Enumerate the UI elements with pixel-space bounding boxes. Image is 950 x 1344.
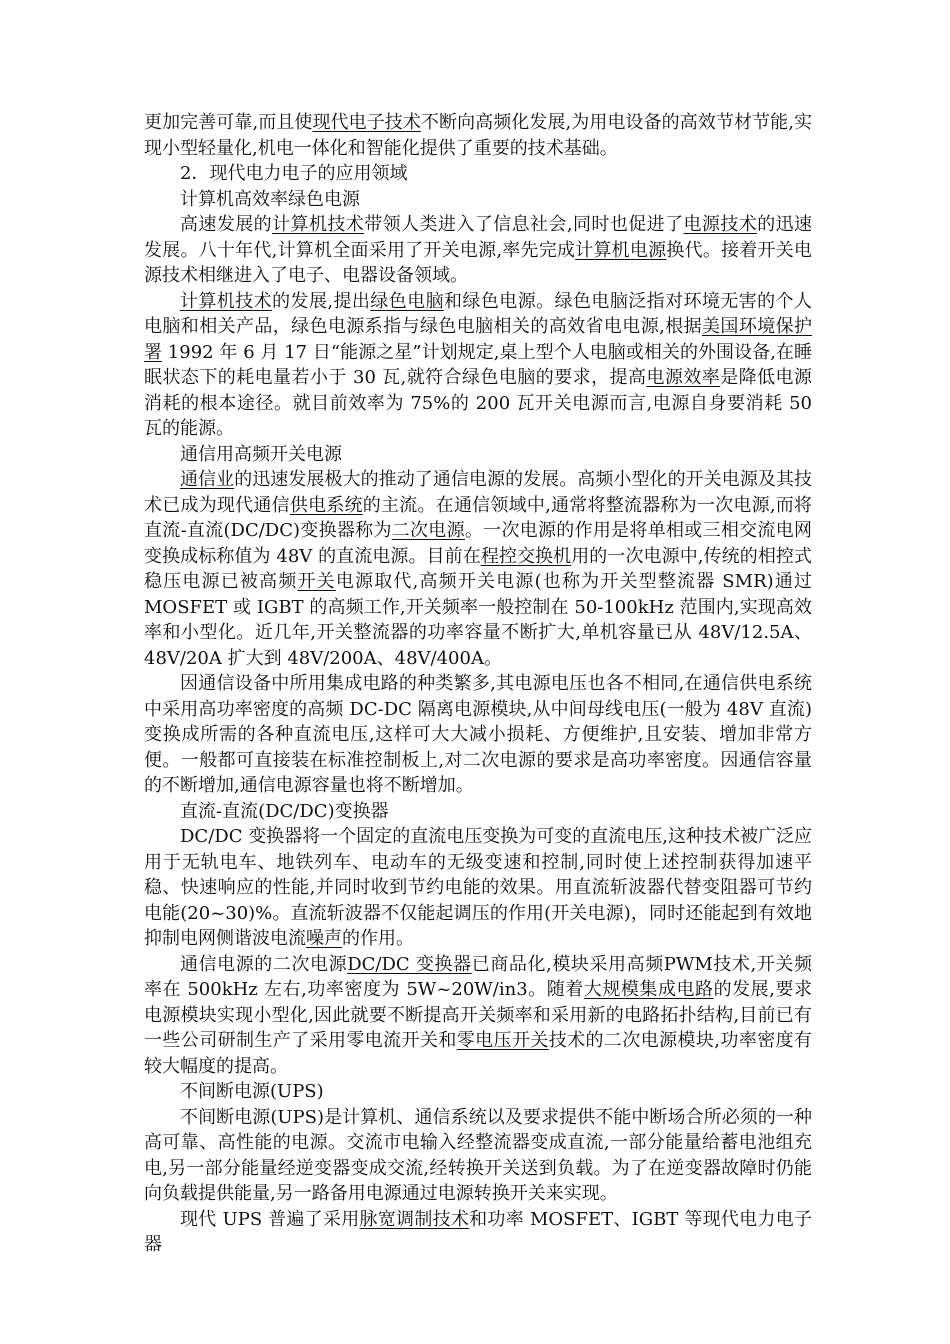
link-green-computer[interactable]: 绿色电脑 [370,290,445,312]
text: 带领人类进入了信息社会,同时也促进了 [364,214,684,235]
text: 高速发展的 [180,214,273,235]
paragraph-ups: 不间断电源(UPS)是计算机、通信系统以及要求提供不能中断场合所必须的一种高可靠、高性能的电源。交流市电输入经整流器变成直流,一部分能量给蓄电池组充电,另一部分能量经逆变器变成交流,经转换开关送到负载。为了在逆变器故障时仍能向负载提供能量,另一路备用电源通过电源转换开关来实现。 [144,1106,812,1204]
text: 。一次电源的作用是将单相或三相交流电网变换成标称值为 48V 的直流电源。目前在 [144,520,812,567]
link-dcdc-converter[interactable]: DC/DC 变换器 [347,953,472,975]
link-pwm[interactable]: 脉宽调制技术 [359,1208,470,1230]
text: 的主流。在通信领域中,通常将整流器称为一次电源,而将直流-直流(DC/DC)变换器称为 [144,494,813,541]
link-power-technology[interactable]: 电源技术 [683,214,758,235]
document-body [144,110,812,1258]
text: 的迅速发展。八十年代,计算机全面采用了开关电源,率先完成 [144,214,813,261]
link-secondary-power[interactable]: 二次电源 [391,520,465,541]
link-computer-technology-2[interactable]: 计算机技术 [180,290,273,312]
link-noise[interactable]: 噪声 [306,928,342,949]
link-lsi[interactable]: 大规模集成电路 [583,979,714,1000]
paragraph-secondary-power [144,952,812,1080]
text: 的作用。 [342,928,414,949]
link-computer-power[interactable]: 计算机电源 [575,239,667,261]
link-switch[interactable]: 开关 [297,571,336,592]
text: 的发展,要求电源模块实现小型化,因此就要不断提高开关频率和采用新的电路拓扑结构,目前已有一些公司研制生产了采用零电流开关和 [144,979,812,1051]
text: 用的一次电源中,传统的相控式稳压电源已被高频 [144,545,812,592]
paragraph-dcdc [144,824,812,952]
text: DC/DC 变换器将一个固定的直流电压变换为可变的直流电压,这种技术被广泛应用于无轨电车、地铁列车、电动车的无级变速和控制,同时使上述控制获得加速平稳、快速响应的性能,并同时收到节约电能的效果。用直流斩波器代替变阻器可节约电能(20~30)%。直流斩波器不仅能起调压的作用(开关电源)，同时还能起到有效地抑制电网侧谐波电流 [144,826,812,949]
text: 电源取代,高频开关电源(也称为开关型整流器 SMR)通过 MOSFET 或 IGBT 的高频工作,开关频率一般控制在 50-100kHz 范围内,实现高效率和小型化。近几年,开关整流器的功率容量不断扩大,单机容量已从 48V/12.5A、48V/20A 扩大到 48V/200A、48V/400A。 [144,571,813,669]
paragraph-intro [144,110,812,161]
text: 技术的二次电源模块,功率密度有较大幅度的提高。 [144,1030,813,1077]
paragraph-green-computer [144,289,812,442]
link-power-supply-system[interactable]: 供电系统 [289,494,363,516]
text: 1992 年 6 月 17 日“能源之星”计划规定,桌上型个人电脑或相关的外围设备,在睡眠状态下的耗电量若小于 30 瓦,就符合绿色电脑的要求，提高 [144,341,812,388]
subheading-ups: 不间断电源(UPS) [180,1081,324,1102]
text: 通信电源的二次电源 [180,953,348,975]
section-heading: 2．现代电力电子的应用领域 [180,163,408,184]
subheading-dcdc: 直流-直流(DC/DC)变换器 [180,800,389,822]
text: 更加完善可靠,而且使 [144,112,313,133]
link-computer-technology[interactable]: 计算机技术 [272,214,365,235]
text: 和绿色电源。绿色电脑泛指对环境无害的个人电脑和相关产品，绿色电源系指与绿色电脑相关的高效省电电源,根据 [144,290,813,337]
subheading-telecom-power: 通信用高频开关电源 [180,443,342,465]
text: 现代 UPS 普遍了采用 [180,1208,360,1230]
text: 已商品化,模块采用高频PWM技术,开关频率在 500kHz 左右,功率密度为 5W~20W/in3。随着 [144,953,813,1000]
link-program-switch[interactable]: 程控交换机 [480,545,572,567]
link-power-efficiency[interactable]: 电源效率 [646,367,721,388]
text: 和功率 MOSFET、IGBT 等现代电力电子器 [144,1208,813,1255]
paragraph-ic-power: 因通信设备中所用集成电路的种类繁多,其电源电压也各不相同,在通信供电系统中采用高功率密度的高频 DC-DC 隔离电源模块,从中间母线电压(一般为 48V 直流)变换成所需的各种直流电压,这样可大大减小损耗、方便维护,且安装、增加非常方便。一般都可直接装在标准控制板上,对二次电源的要求是高功率密度。因通信容量的不断增加,通信电源容量也将不断增加。 [144,673,812,796]
paragraph-ups-modern [144,1207,812,1258]
text: 的迅速发展极大的推动了通信电源的发展。高频小型化的开关电源及其技术已成为现代通信 [144,469,813,516]
text: 是降低电源消耗的根本途径。就目前效率为 75%的 200 瓦开关电源而言,电源自身要消耗 50 瓦的能源。 [144,367,813,439]
link-epa[interactable]: 美国环境保护署 [144,316,813,363]
text: 的发展,提出 [272,290,371,312]
link-telecom-industry[interactable]: 通信业 [180,469,235,490]
link-modern-electronics[interactable]: 现代电子技术 [312,112,421,133]
paragraph-computer-power [144,212,812,289]
text: 不断向高频化发展,为用电设备的高效节材节能,实现小型轻量化,机电一体化和智能化提供了重要的技术基础。 [144,112,812,159]
text: 换代。接着开关电源技术相继进入了电子、电器设备领域。 [144,239,812,286]
paragraph-telecom [144,467,812,671]
subheading-green-power: 计算机高效率绿色电源 [180,188,360,210]
link-zvs[interactable]: 零电压开关 [456,1030,549,1051]
